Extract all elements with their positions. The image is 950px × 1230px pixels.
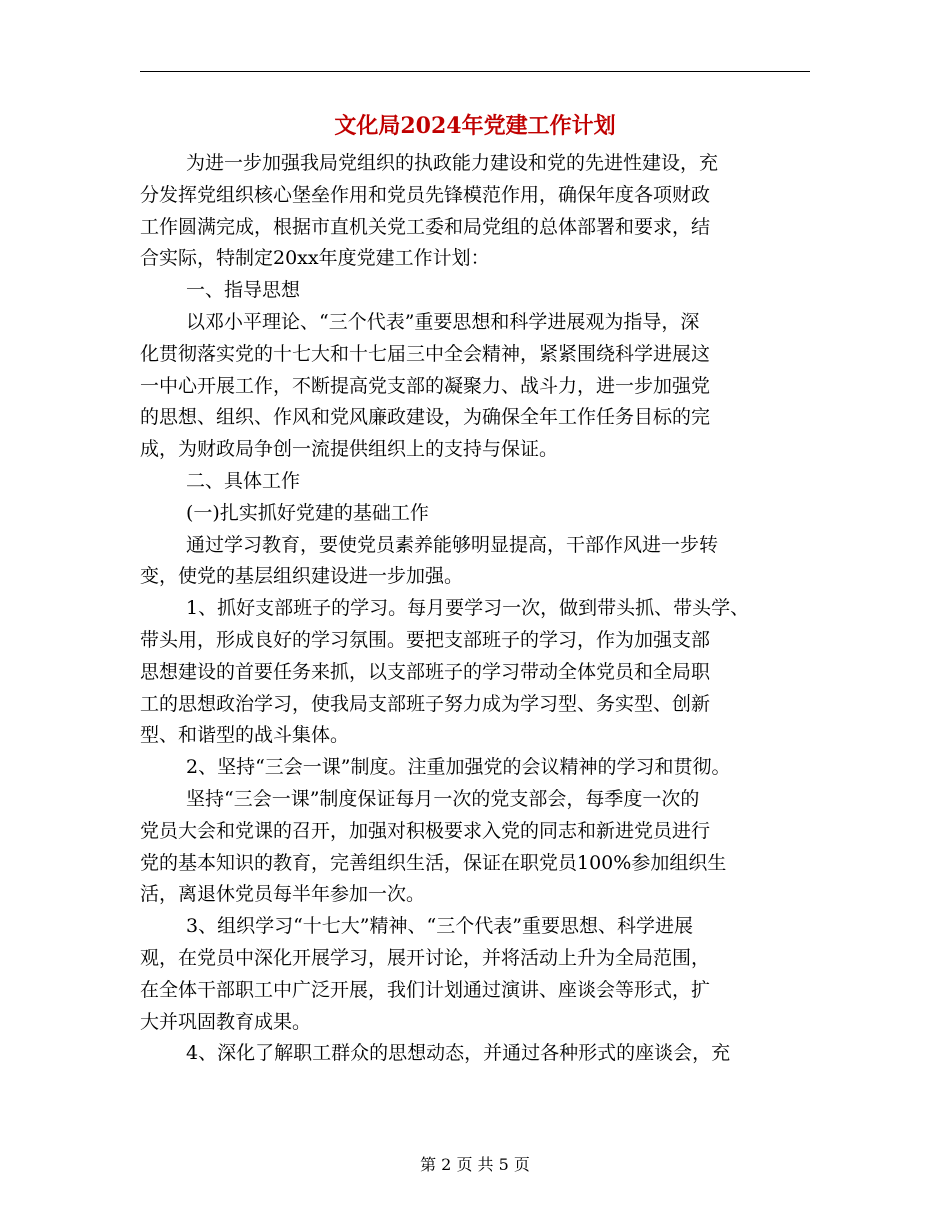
document-body bbox=[140, 148, 810, 1070]
text-line: 1、抓好支部班子的学习。每月要学习一次，做到带头抓、带头学、 bbox=[186, 597, 750, 620]
text-line: 化贯彻落实党的十七大和十七届三中全会精神，紧紧围绕科学进展这 bbox=[140, 342, 711, 365]
text-line: 工作圆满完成，根据市直机关党工委和局党组的总体部署和要求，结 bbox=[140, 215, 711, 238]
text-line: 工的思想政治学习，使我局支部班子努力成为学习型、务实型、创新 bbox=[140, 692, 711, 715]
text-line: 二、具体工作 bbox=[186, 469, 301, 492]
text-line: 为进一步加强我局党组织的执政能力建设和党的先进性建设，充 bbox=[186, 152, 719, 174]
text-line: 型、和谐型的战斗集体。 bbox=[140, 724, 350, 747]
text-line: 带头用，形成良好的学习氛围。要把支部班子的学习，作为加强支部 bbox=[140, 628, 711, 651]
document-title: 文化局2024年党建工作计划 bbox=[334, 113, 616, 139]
page-number-footer: 第 2 页 共 5 页 bbox=[420, 1155, 530, 1174]
text-line: 通过学习教育，要使党员素养能够明显提高，干部作风进一步转 bbox=[186, 533, 719, 556]
text-line: 一中心开展工作，不断提高党支部的凝聚力、战斗力，进一步加强党 bbox=[140, 374, 711, 397]
header-rule bbox=[140, 71, 810, 72]
text-line: 分发挥党组织核心堡垒作用和党员先锋模范作用，确保年度各项财政 bbox=[140, 183, 711, 206]
text-line: 的思想、组织、作风和党风廉政建设，为确保全年工作任务目标的完 bbox=[140, 406, 711, 429]
text-line: 在全体干部职工中广泛开展，我们计划通过演讲、座谈会等形式，扩 bbox=[140, 978, 711, 1001]
text-line: 成，为财政局争创一流提供组织上的支持与保证。 bbox=[140, 438, 559, 461]
text-line: 观，在党员中深化开展学习，展开讨论，并将活动上升为全局范围， bbox=[140, 946, 711, 969]
text-line: 党的基本知识的教育，完善组织生活，保证在职党员100%参加组织生 bbox=[140, 851, 727, 874]
text-line: 2、坚持“三会一课”制度。注重加强党的会议精神的学习和贯彻。 bbox=[186, 756, 731, 779]
text-line: 合实际，特制定20xx年度党建工作计划： bbox=[140, 247, 490, 270]
text-line: 坚持“三会一课”制度保证每月一次的党支部会，每季度一次的 bbox=[186, 787, 700, 810]
text-line: 3、组织学习“十七大”精神、“三个代表”重要思想、科学进展 bbox=[186, 915, 693, 938]
text-line: 党员大会和党课的召开，加强对积极要求入党的同志和新进党员进行 bbox=[140, 819, 711, 842]
text-line: 活，离退休党员每半年参加一次。 bbox=[140, 883, 426, 906]
text-line: 一、指导思想 bbox=[186, 279, 301, 302]
text-line: 4、深化了解职工群众的思想动态，并通过各种形式的座谈会，充 bbox=[186, 1042, 731, 1065]
text-line: (一)扎实抓好党建的基础工作 bbox=[186, 501, 429, 524]
text-line: 思想建设的首要任务来抓，以支部班子的学习带动全体党员和全局职 bbox=[140, 660, 711, 683]
text-line: 大并巩固教育成果。 bbox=[140, 1010, 312, 1033]
text-line: 以邓小平理论、“三个代表”重要思想和科学进展观为指导，深 bbox=[186, 310, 700, 333]
text-line: 变，使党的基层组织建设进一步加强。 bbox=[140, 565, 464, 588]
